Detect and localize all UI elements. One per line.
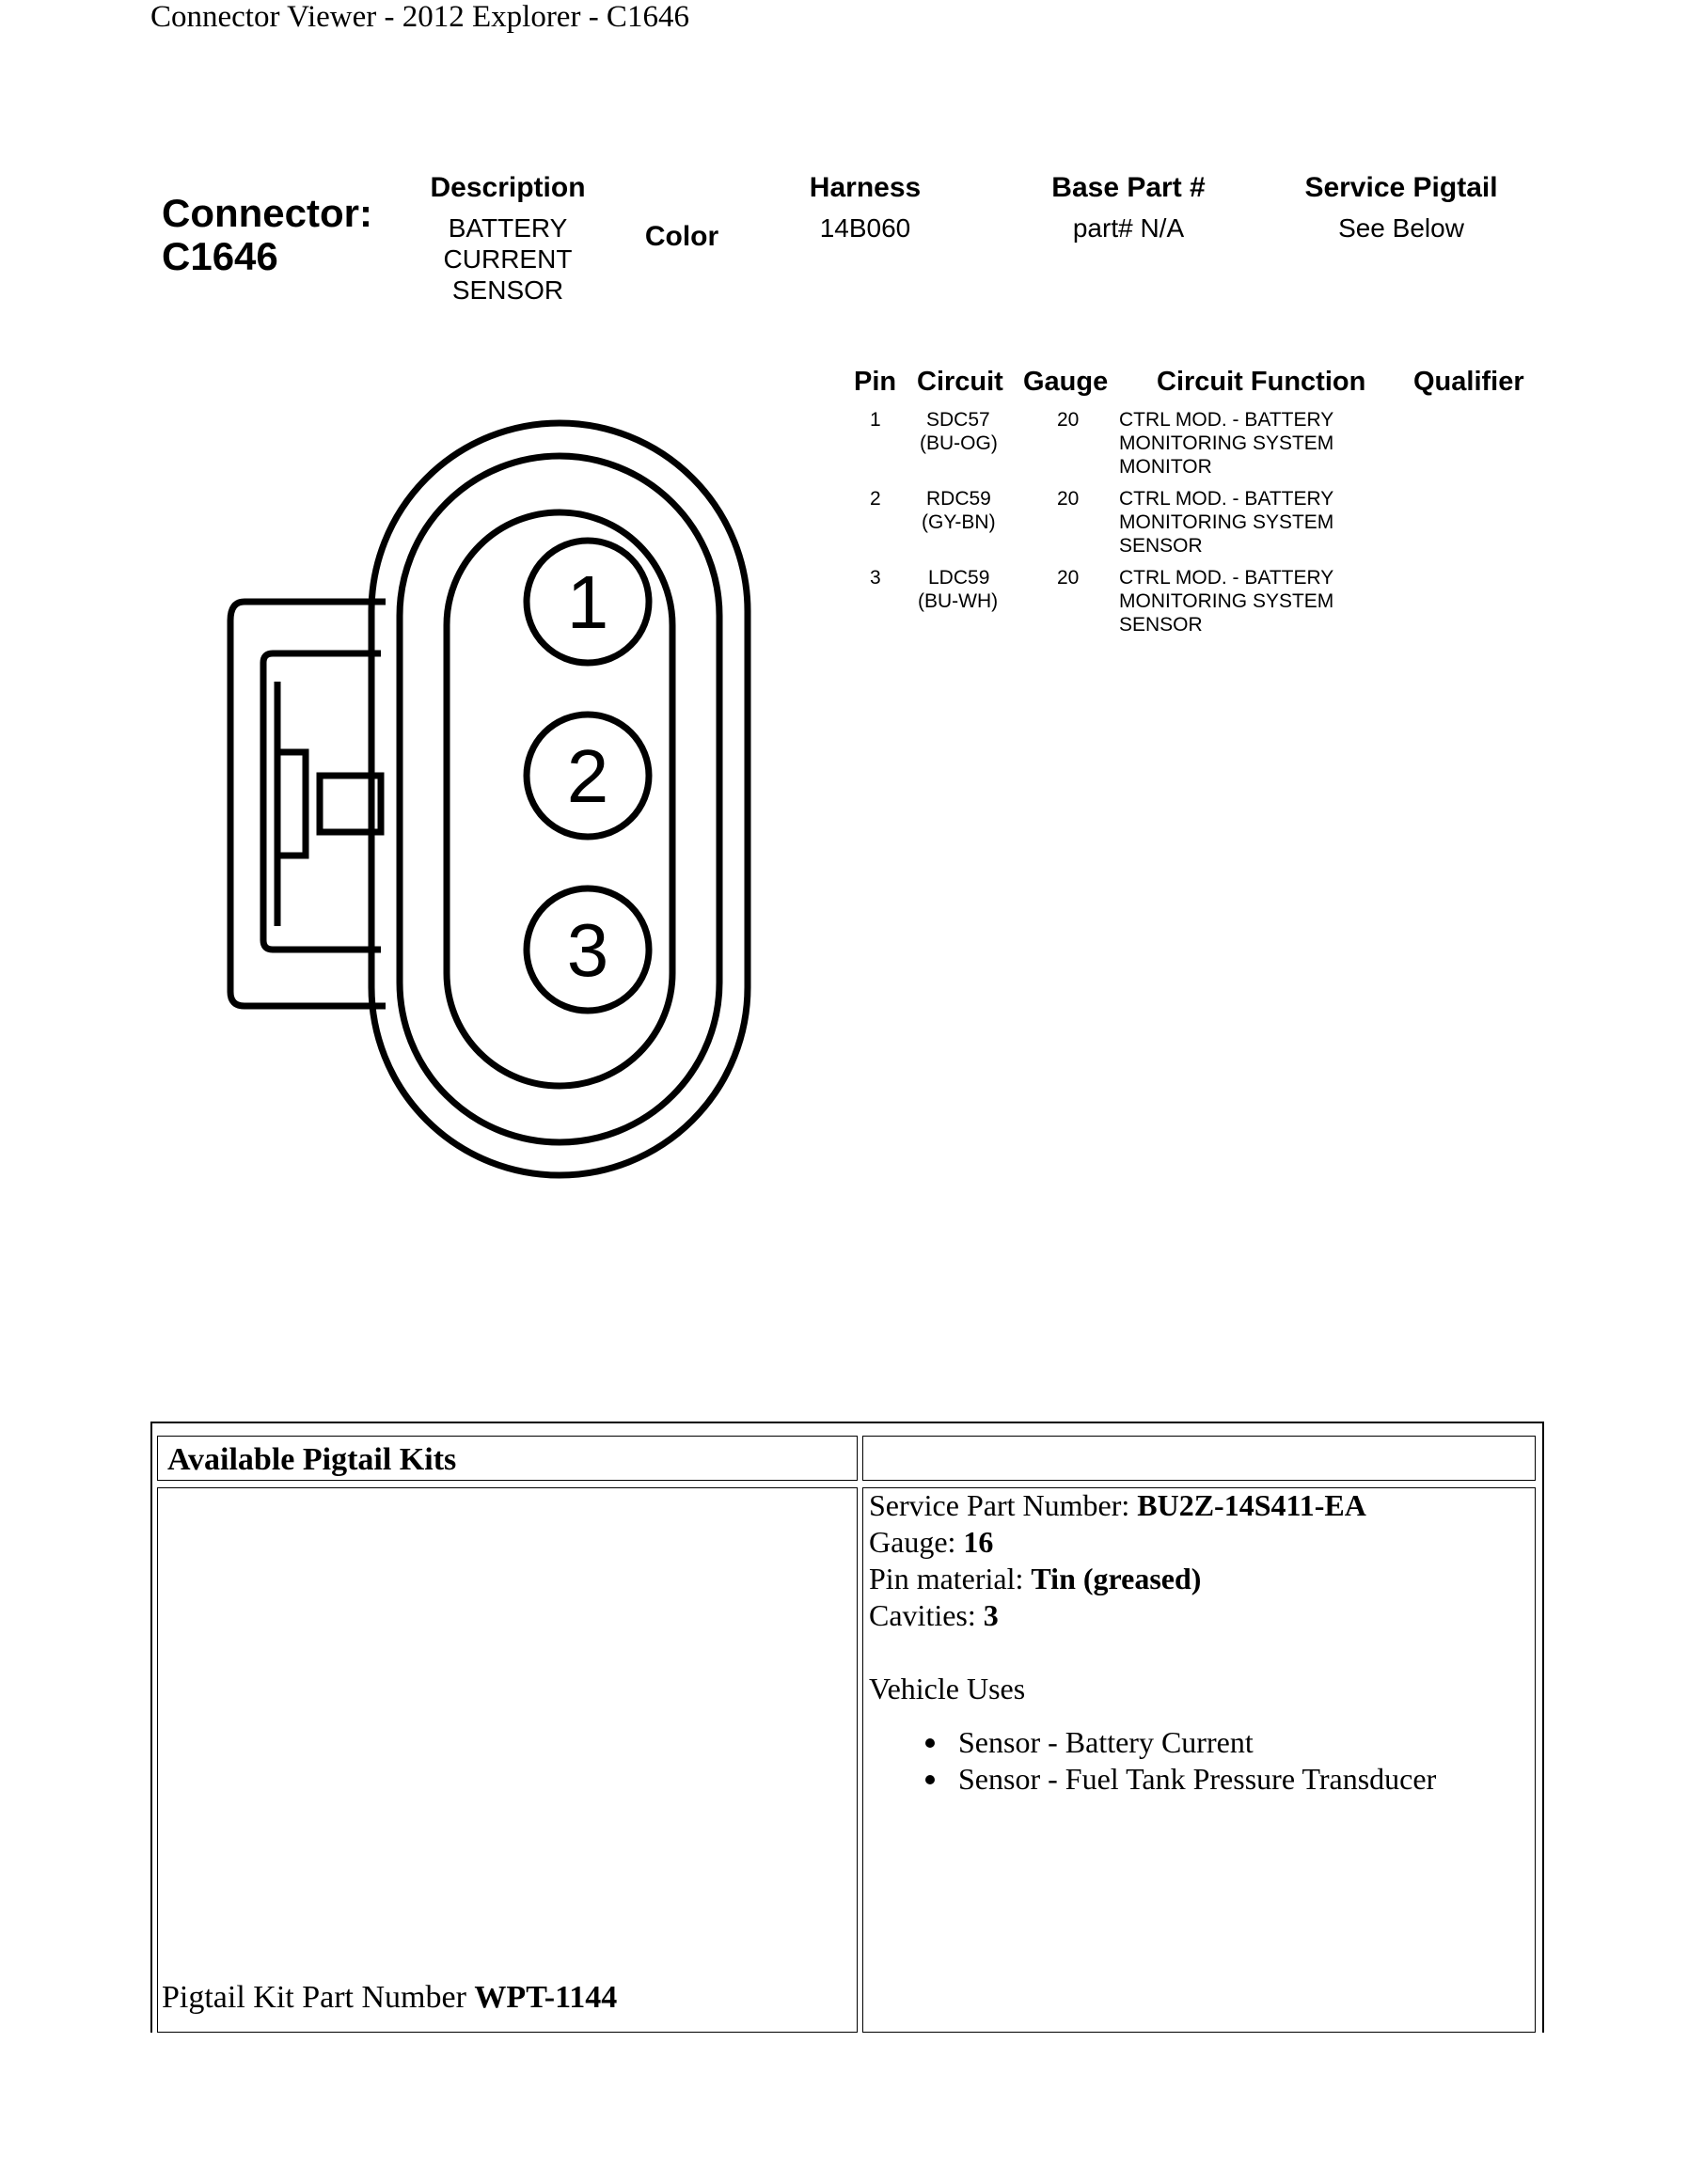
service-pigtail-header: Service Pigtail (1304, 172, 1498, 203)
qualifier-header: Qualifier (1413, 367, 1524, 397)
gauge-row (869, 1524, 1366, 1561)
pin-material-value: Tin (greased) (1031, 1562, 1202, 1595)
connector-inner-shell (447, 512, 672, 1086)
pigtail-title-cell (157, 1436, 858, 1481)
cavities-label: Cavities: (869, 1598, 984, 1632)
description-header: Description (430, 172, 586, 203)
service-part-value: BU2Z-14S411-EA (1137, 1488, 1366, 1522)
gauge-value: 16 (963, 1525, 994, 1559)
pigtail-image-cell (157, 1487, 858, 2033)
connector-label-line2: C1646 (162, 234, 278, 278)
circuit-gauge: 20 (1057, 409, 1080, 431)
circuit-function-line: CTRL MOD. - BATTERY (1119, 567, 1334, 589)
base-part-header: Base Part # (1051, 172, 1206, 203)
pin-material-label: Pin material: (869, 1562, 1032, 1595)
circuit-code: SDC57 (926, 409, 990, 431)
pigtail-title-empty-cell (862, 1436, 1536, 1481)
connector-outer-shell (371, 423, 748, 1175)
pigtail-kits-title: Available Pigtail Kits (167, 1442, 457, 1477)
base-part-value: part# N/A (1072, 213, 1185, 243)
pin-header: Pin (854, 367, 897, 397)
cavities-row (869, 1597, 1366, 1634)
kit-pn-value: WPT-1144 (474, 1980, 618, 2015)
bullet-icon (925, 1775, 935, 1784)
pin-number: 1 (870, 409, 881, 431)
circuit-code: RDC59 (926, 488, 991, 510)
circuit-function-line: MONITOR (1119, 456, 1212, 478)
pigtail-kit-part-number (162, 1980, 617, 2016)
vehicle-use-text: Sensor - Battery Current (958, 1725, 1254, 1759)
circuit-color: (BU-OG) (920, 432, 998, 454)
harness-header: Harness (809, 172, 922, 203)
circuit-function-line: SENSOR (1119, 614, 1203, 636)
gauge-header: Gauge (1023, 367, 1109, 397)
pin-number: 2 (870, 488, 881, 510)
description-line: CURRENT (443, 244, 573, 274)
circuit-function-line: MONITORING SYSTEM (1119, 432, 1334, 454)
vehicle-uses-list (916, 1724, 1436, 1798)
gauge-label: Gauge: (869, 1525, 964, 1559)
circuit-code: LDC59 (928, 567, 990, 589)
connector-label-line1: Connector: (162, 191, 372, 235)
circuit-gauge: 20 (1057, 488, 1080, 510)
list-item (916, 1724, 1436, 1761)
list-item (916, 1761, 1436, 1798)
service-pigtail-value: See Below (1338, 213, 1464, 243)
pigtail-kits-table (150, 1422, 1544, 2033)
circuit-function-line: MONITORING SYSTEM (1119, 590, 1334, 612)
circuit-color: (BU-WH) (918, 590, 999, 612)
cavity-number: 3 (566, 908, 609, 992)
service-part-label: Service Part Number: (869, 1488, 1138, 1522)
connector-latch-bar (277, 752, 306, 856)
circuit-header: Circuit (917, 367, 1003, 397)
harness-value: 14B060 (819, 213, 911, 243)
circuit-gauge: 20 (1057, 567, 1080, 589)
description-line: SENSOR (451, 275, 564, 305)
bullet-icon (925, 1738, 935, 1748)
circuit-function-line: CTRL MOD. - BATTERY (1119, 409, 1334, 431)
connector-face-drawing (216, 414, 799, 1185)
circuit-function-line: MONITORING SYSTEM (1119, 511, 1334, 533)
color-header: Color (644, 221, 719, 252)
vehicle-use-text: Sensor - Fuel Tank Pressure Transducer (958, 1762, 1437, 1796)
cavity-number: 2 (566, 734, 609, 818)
circuit-function-line: SENSOR (1119, 535, 1203, 557)
connector-label (162, 192, 372, 278)
circuit-function-header: Circuit Function (1157, 367, 1366, 397)
cavities-value: 3 (983, 1598, 999, 1632)
page-title: Connector Viewer - 2012 Explorer - C1646 (150, 0, 689, 34)
kit-pn-label: Pigtail Kit Part Number (162, 1980, 475, 2015)
circuit-color: (GY-BN) (922, 511, 996, 533)
service-part-row (869, 1487, 1366, 1524)
pin-material-row (869, 1561, 1366, 1597)
pin-number: 3 (870, 567, 881, 589)
description-line: BATTERY (448, 213, 568, 243)
circuit-function-line: CTRL MOD. - BATTERY (1119, 488, 1334, 510)
vehicle-uses-label: Vehicle Uses (869, 1672, 1026, 1705)
cavity-number: 1 (566, 560, 609, 644)
description-value (423, 212, 592, 306)
pigtail-info (869, 1487, 1366, 1707)
